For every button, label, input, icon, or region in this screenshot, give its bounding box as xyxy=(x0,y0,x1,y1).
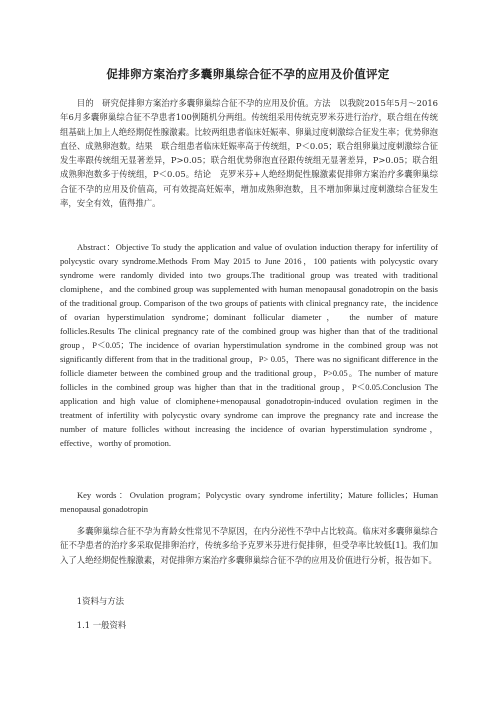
section-heading-1: 1资料与方法 xyxy=(76,596,124,606)
page-title: 促排卵方案治疗多囊卵巢综合征不孕的应用及价值评定 xyxy=(106,67,390,81)
keywords: Key words：Ovulation program；Polycystic ovary syndrome infertility；Mature follicles；Human menopausal gonadotropin xyxy=(60,490,438,514)
section-heading-1-1: 1.1 一般资料 xyxy=(76,620,127,630)
introduction-paragraph: 多囊卵巢综合征不孕为育龄女性常见不孕原因，在内分泌性不孕中占比较高。临床对多囊卵巢综合征不孕患者的治疗多采取促排卵治疗，传统多给予克罗米芬进行促排卵，但受孕率比较低[1]。我们加入了人绝经期促性腺激素，对促排卵方案治疗多囊卵巢综合征不孕的应用及价值进行分析，报告如下。 xyxy=(60,526,438,565)
english-abstract: Abstract：Objective To study the application and value of ovulation induction therapy for infertility of polycystic ovary syndrome.Methods From May 2015 to June 2016，100 patients with polycystic ovary syndrome were randomly divided into two groups.The traditional group was treated with traditional clomiphene，and the combined group was supplemented with human menopausal gonadotropin on the basis of the traditional group. Comparison of the two groups of patients with clinical pregnancy rate，the incidence of ovarian hyperstimulation syndrome；dominant follicular diameter， the number of mature follicles.Results The clinical pregnancy rate of the combined group was higher than that of the traditional group，P＜0.05；The incidence of ovarian hyperstimulation syndrome in the combined group was not significantly different from that in the traditional group，P> 0.05，There was no significant difference in the follicle diameter between the combined group and the traditional group，P>0.05。The number of mature follicles in the combined group was higher than that in the traditional group，P＜0.05.Conclusion The application and high value of clomiphene+menopausal gonadotropin-induced ovulation regimen in the treatment of infertility with polycystic ovary syndrome can improve the pregnancy rate and increase the number of mature follicles without increasing the incidence of ovarian hyperstimulation syndrome，effective，worthy of promotion. xyxy=(60,242,438,448)
chinese-abstract: 目的 研究促排卵方案治疗多囊卵巢综合征不孕的应用及价值。方法 以我院2015年5月～2016年6月多囊卵巢综合征不孕患者100例随机分两组。传统组采用传统克罗米芬进行治疗，联合组在传统组基础上加上人绝经期促性腺激素。比较两组患者临床妊娠率、卵巢过度刺激综合征发生率；优势卵泡直径、成熟卵泡数。结果 联合组患者临床妊娠率高于传统组，P＜0.05；联合组卵巢过度刺激综合征发生率跟传统组无显著差异，P>0.05；联合组优势卵泡直径跟传统组无显著差异，P>0.05；联合组成熟卵泡数多于传统组，P＜0.05。结论 克罗米芬+人绝经期促性腺激素促排卵方案治疗多囊卵巢综合征不孕的应用及价值高，可有效提高妊娠率，增加成熟卵泡数，且不增加卵巢过度刺激综合征发生率，安全有效，值得推广。 xyxy=(60,98,438,209)
